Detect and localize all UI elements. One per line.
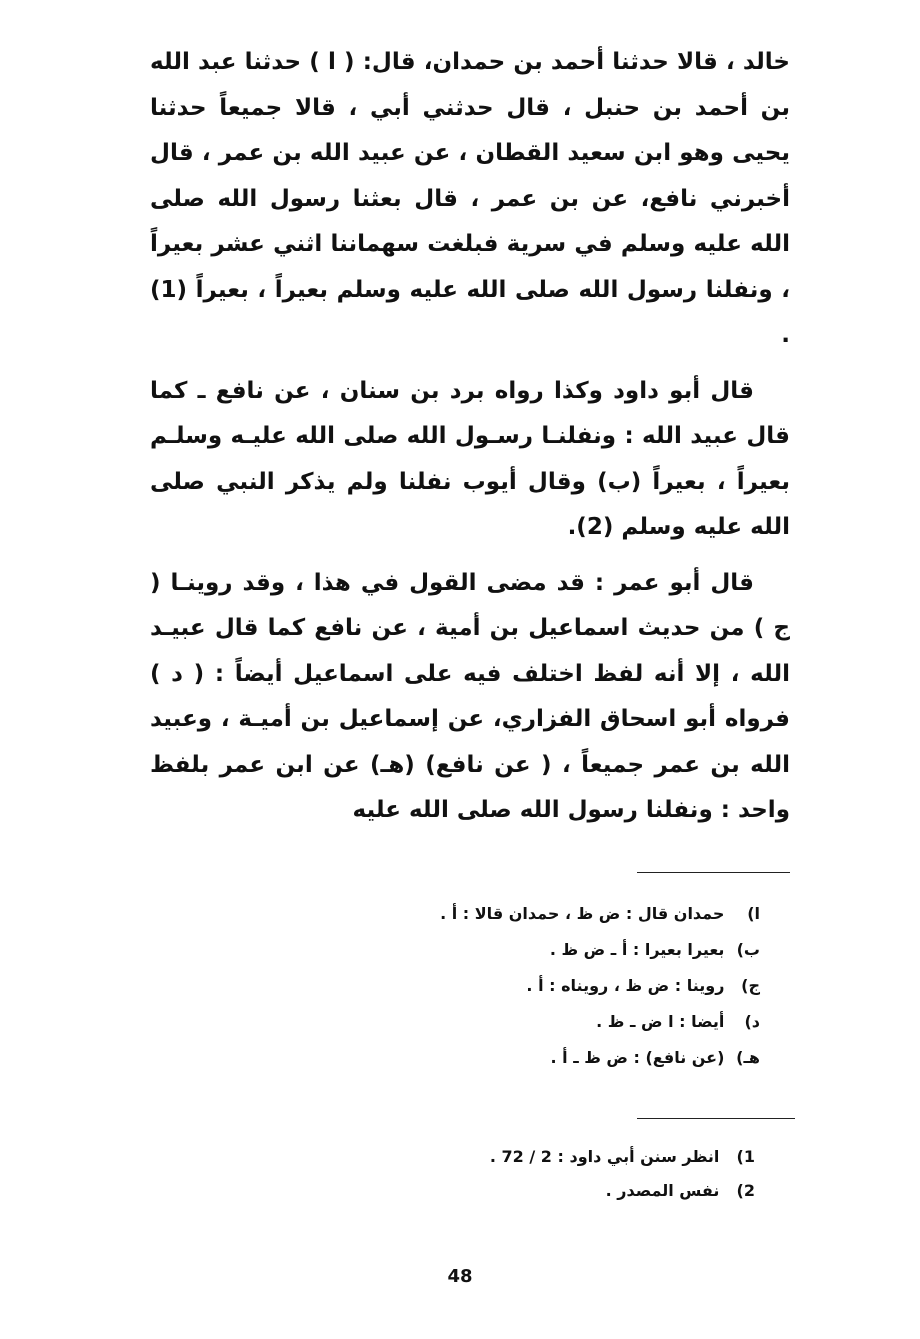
footnote-separator: [637, 1118, 795, 1119]
note-text: (عن نافع) : ض ظ ـ أ .: [550, 1048, 725, 1067]
paragraph-1: خالد ، قالا حدثنا أحمد بن حمدان، قال: ( ا ) حدثنا عبد الله بن أحمد بن حنبل ، قال حدثني أبي ، قالا جميعاً حدثنا يحيى وهو ابن سعيد القطان ، عن عبيد الله بن عمر ، قال أخبرني نافع، عن بن عمر ، قال بعثنا رسول الله صلى الله عليه وسلم في سرية فبلغت سهماننا اثني عشر بعيراً ، ونفلنا رسول الله صلى الله عليه وسلم بعيراً ، بعيراً (1) .: [150, 49, 790, 348]
apparatus-note: [440, 932, 760, 968]
note-text: أيضا : ا ض ـ ظ .: [596, 1012, 725, 1031]
note-marker: د): [744, 1012, 760, 1031]
apparatus-notes: [440, 896, 760, 1076]
page-number: 48: [447, 1266, 473, 1287]
note-marker: 2): [736, 1181, 755, 1200]
note-marker: هـ): [736, 1048, 760, 1067]
apparatus-note: [440, 968, 760, 1004]
note-text: روينا : ض ظ ، رويناه : أ .: [526, 976, 725, 995]
apparatus-separator: [637, 872, 790, 873]
apparatus-note: [440, 1040, 760, 1076]
note-marker: 1): [736, 1147, 755, 1166]
note-marker: ج): [741, 976, 760, 995]
source-note: [490, 1140, 755, 1174]
apparatus-note: [440, 1004, 760, 1040]
note-text: حمدان قال : ض ظ ، حمدان قالا : أ .: [440, 904, 725, 923]
note-marker: ب): [736, 940, 760, 959]
source-notes: [490, 1140, 755, 1208]
note-text: انظر سنن أبي داود : 2 / 72 .: [489, 1147, 720, 1166]
main-text: [150, 40, 790, 844]
note-marker: ا): [747, 904, 760, 923]
note-text: بعيرا بعيرا : أ ـ ض ظ .: [549, 940, 725, 959]
paragraph-3: قال أبو عمر : قد مضى القول في هذا ، وقد روينـا ( ج ) من حديث اسماعيل بن أمية ، عن نافع كما قال عبيـد الله ، إلا أنه لفظ اختلف فيه على اسماعيل أيضاً : ( د ) فرواه أبو اسحاق الفزاري، عن إسماعيل بن أميـة ، وعبيد الله بن عمر جميعاً ، ( عن نافع) (هـ) عن ابن عمر بلفظ واحد : ونفلنا رسول الله صلى الله عليه: [150, 569, 790, 823]
apparatus-note: [440, 896, 760, 932]
note-text: نفس المصدر .: [605, 1181, 720, 1200]
paragraph-2: قال أبو داود وكذا رواه برد بن سنان ، عن نافع ـ كما قال عبيد الله : ونفلنـا رسـول الله صلى الله عليـه وسلـم بعيراً ، بعيراً (ب) وقال أيوب نفلنا ولم يذكر النبي صلى الله عليه وسلم (2).: [150, 377, 790, 540]
source-note: [490, 1174, 755, 1208]
